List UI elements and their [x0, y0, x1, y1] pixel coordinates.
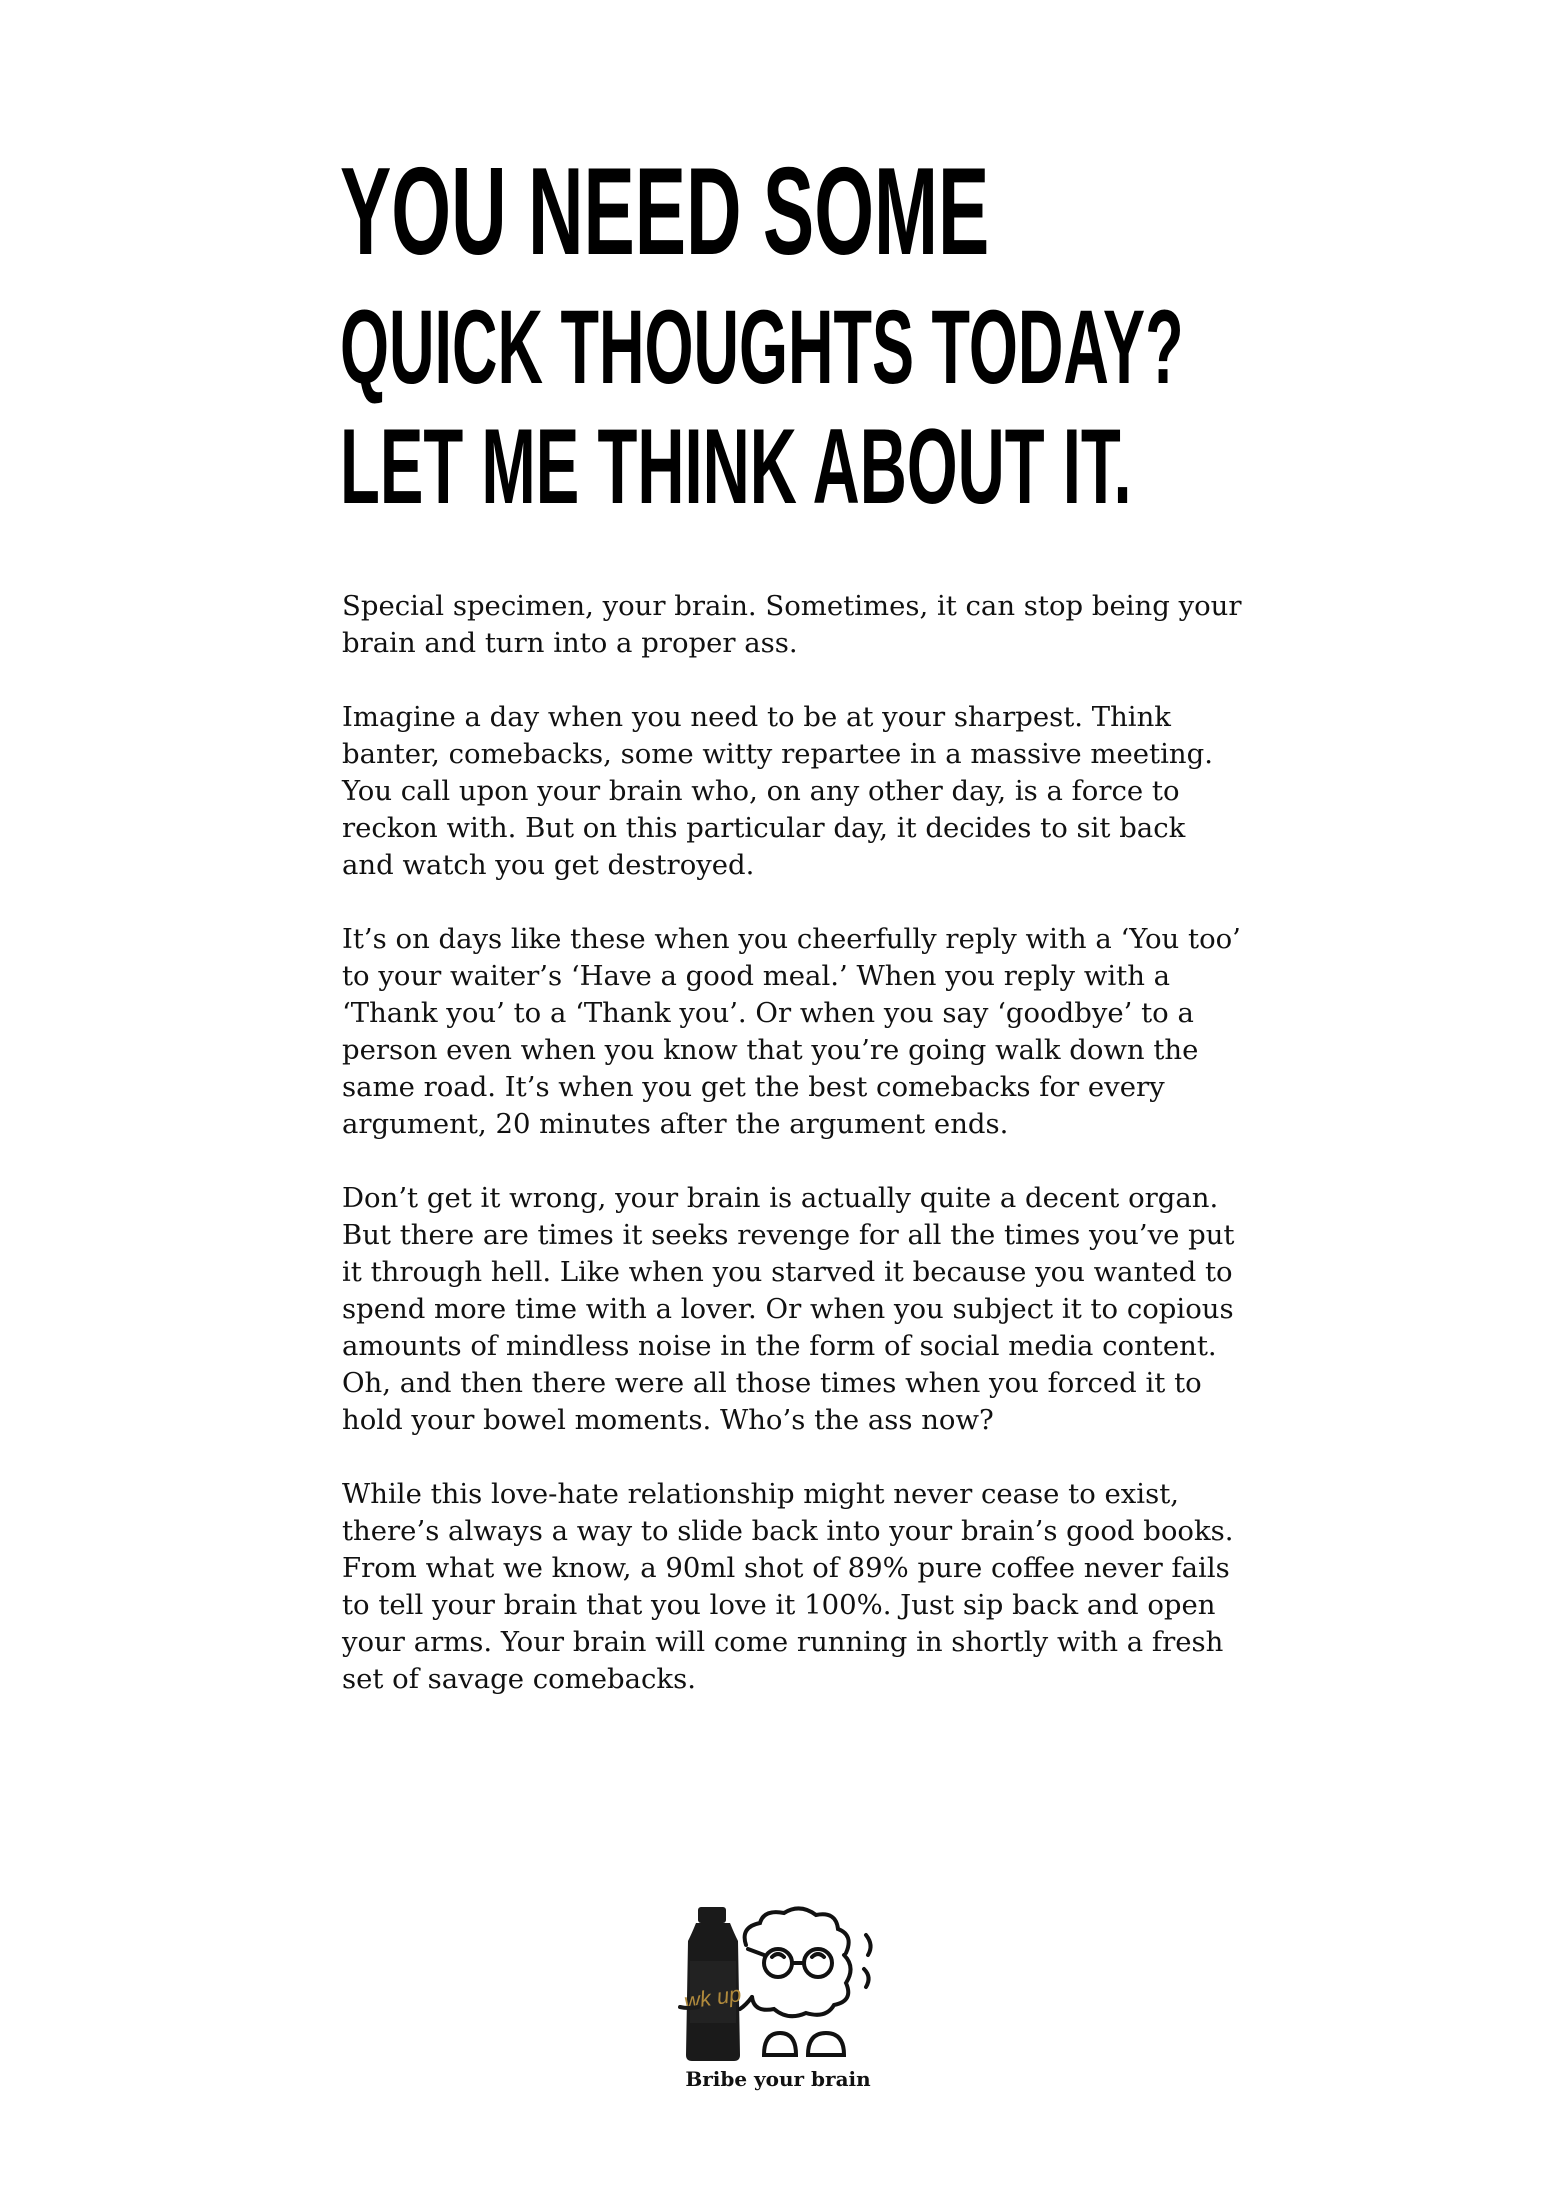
paragraph-3: It’s on days like these when you cheerfully reply with a ‘You too’ to your waiter’s ‘Have a good meal.’ When you reply with a ‘Thank you’ to a ‘Thank you’. Or when you say ‘goodbye’ to a person even when you know that you’re going walk down the same road. It’s when you get the best comebacks for every argument, 20 minutes after the argument ends.	[342, 923, 1241, 1140]
brand-logo-art	[668, 1905, 898, 2065]
paragraph-5: While this love-hate relationship might never cease to exist, there’s always a way to slide back into your brain’s good books. From what we know, a 90ml shot of 89% pure coffee never fails to tell your brain that you love it 100%. Just sip back and open your arms. Your brain will come running in shortly with a fresh set of savage comebacks.	[342, 1478, 1234, 1695]
brain-mascot-icon	[740, 1908, 871, 2055]
headline	[340, 143, 1220, 526]
body-copy	[342, 588, 1242, 1735]
headline-line-1: YOU NEED SOME	[340, 143, 990, 281]
bottle-label: wk up	[682, 1981, 743, 2014]
paragraph-2: Imagine a day when you need to be at your sharpest. Think banter, comebacks, some witty repartee in a massive meeting. You call upon your brain who, on any other day, is a force to reckon with. But on this particular day, it decides to sit back and watch you get destroyed.	[342, 701, 1213, 881]
paragraph-4: Don’t get it wrong, your brain is actually quite a decent organ. But there are times it seeks revenge for all the times you’ve put it through hell. Like when you starved it because you wanted to spend more time with a lover. Or when you subject it to copious amounts of mindless noise in the form of social media content. Oh, and then there were all those times when you forced it to hold your bowel moments. Who’s the ass now?	[342, 1182, 1235, 1436]
headline-line-3: LET ME THINK ABOUT IT.	[340, 406, 1132, 526]
paragraph-1: Special specimen, your brain. Sometimes, it can stop being your brain and turn into a proper ass.	[342, 590, 1242, 659]
headline-line-2: QUICK THOUGHTS TODAY?	[340, 289, 1184, 406]
coffee-bottle-icon	[680, 1907, 743, 2061]
tagline: Bribe your brain	[685, 2067, 871, 2091]
